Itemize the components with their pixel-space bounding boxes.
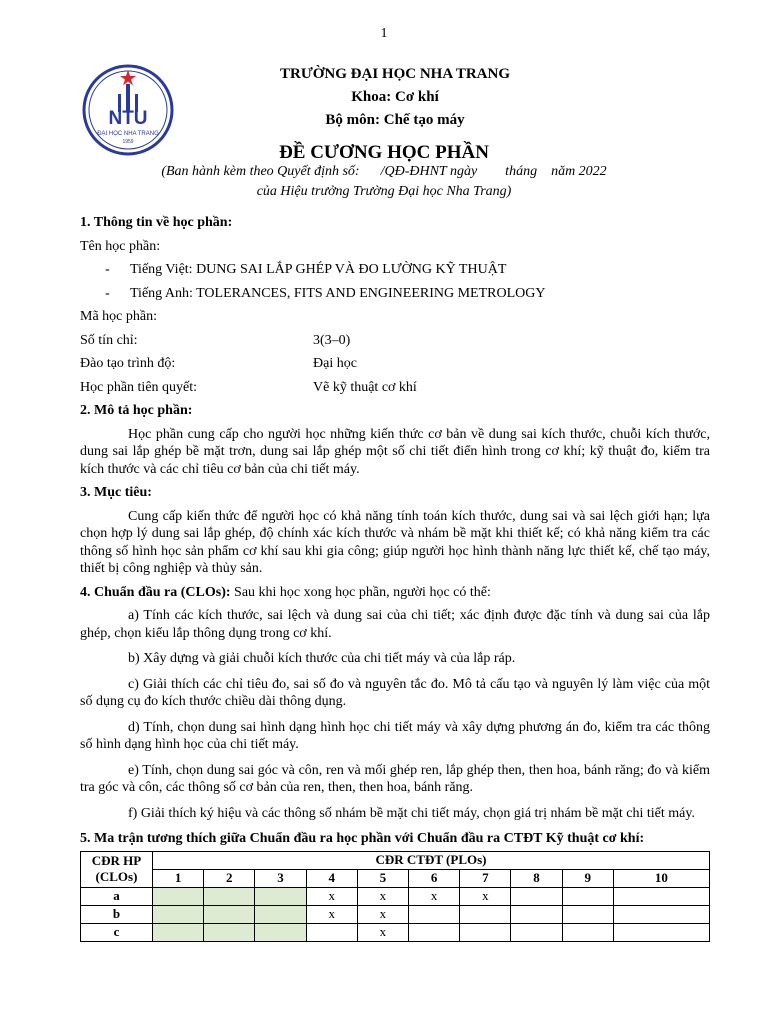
course-description: Học phần cung cấp cho người học những kiến thức cơ bản về dung sai kích thước, chuỗi kích thước, dung sai lắp ghép bề mặt trơn, dung sai lắp ghép một số chi tiết điển hình trong cơ khí; kỹ thuật đo, kiểm tra kích thước và các chỉ tiêu cơ bản của chi tiết máy. xyxy=(80,426,710,477)
course-name-vietnamese: - Tiếng Việt: DUNG SAI LẮP GHÉP VÀ ĐO LƯỜNG KỸ THUẬT xyxy=(105,262,507,277)
matrix-cell: x xyxy=(306,887,357,905)
matrix-cell xyxy=(204,887,255,905)
table-row xyxy=(81,905,710,923)
clo-plo-matrix xyxy=(80,851,710,942)
matrix-cell xyxy=(409,923,460,941)
section-3-heading: 3. Mục tiêu: xyxy=(80,485,152,500)
plo-column-header: 4 xyxy=(306,869,357,887)
matrix-cell: x xyxy=(306,905,357,923)
matrix-cell: x xyxy=(460,887,511,905)
subtitle-decision: (Ban hành kèm theo Quyết định số: /QĐ-ĐHNT ngày tháng năm 2022 xyxy=(161,164,607,179)
matrix-cell xyxy=(409,905,460,923)
matrix-cell xyxy=(511,905,562,923)
section-4-intro: Sau khi học xong học phần, người học có thể: xyxy=(234,584,491,600)
university-name: TRƯỜNG ĐẠI HỌC NHA TRANG xyxy=(279,66,511,82)
department-name: Bộ môn: Chế tạo máy xyxy=(325,112,465,128)
section-4-heading-row xyxy=(80,584,710,602)
matrix-cell xyxy=(255,923,306,941)
matrix-cell xyxy=(613,905,709,923)
course-name-english: - Tiếng Anh: TOLERANCES, FITS AND ENGINEERING METROLOGY xyxy=(105,285,546,301)
document-body xyxy=(80,214,710,942)
clo-item: d) Tính, chọn dung sai hình dạng hình học chi tiết máy và xây dựng phương án đo, kiểm tra các thông số hình dạng hình học của chi tiết máy. xyxy=(80,719,710,752)
clo-item: f) Giải thích ký hiệu và các thông số nhám bề mặt chi tiết máy, chọn giá trị nhám bề mặt chi tiết máy. xyxy=(128,805,695,821)
logo-text: NTU xyxy=(108,108,148,129)
plo-column-header: 10 xyxy=(613,869,709,887)
matrix-cell: x xyxy=(357,905,408,923)
row-label: c xyxy=(81,923,153,941)
clo-item: e) Tính, chọn dung sai góc và côn, ren và mối ghép ren, lắp ghép then, then hoa, bánh răng; đo và kiểm tra góc và côn, các thông số cơ bản của ren, then, then hoa, bánh răng. xyxy=(80,762,710,795)
matrix-cell xyxy=(562,887,613,905)
matrix-cell xyxy=(204,905,255,923)
matrix-cell xyxy=(153,923,204,941)
table-row xyxy=(81,923,710,941)
clo-column-header: CĐR HP (CLOs) xyxy=(81,851,153,887)
logo-year: 1959 xyxy=(122,139,134,145)
course-code-label: Mã học phần: xyxy=(80,309,157,324)
table-row xyxy=(81,887,710,905)
course-name-label: Tên học phần: xyxy=(80,238,161,254)
plo-column-header: 3 xyxy=(255,869,306,887)
matrix-cell xyxy=(562,923,613,941)
plo-column-header: 9 xyxy=(562,869,613,887)
plo-column-header: 1 xyxy=(153,869,204,887)
clo-item: c) Giải thích các chỉ tiêu đo, sai số đo và nguyên tắc đo. Mô tả cấu tạo và nguyên lý làm việc của một số dụng cụ đo kích thước chiều dài thông dụng. xyxy=(80,676,710,709)
prerequisite-row: Học phần tiên quyết: Vẽ kỹ thuật cơ khí xyxy=(80,379,417,395)
section-2-heading: 2. Mô tả học phần: xyxy=(80,403,193,418)
matrix-cell xyxy=(460,905,511,923)
matrix-cell xyxy=(511,887,562,905)
plo-column-header: 7 xyxy=(460,869,511,887)
row-label: a xyxy=(81,887,153,905)
plo-group-header: CĐR CTĐT (PLOs) xyxy=(153,851,710,869)
plo-column-header: 5 xyxy=(357,869,408,887)
course-objectives: Cung cấp kiến thức để người học có khả năng tính toán kích thước, dung sai và sai lệch giới hạn; lựa chọn hợp lý dung sai lắp ghép, độ chính xác kích thước và nhám bề mặt khi thiết kế; có khả năng kiểm tra các thông số hình học sản phẩm cơ khí sau khi gia công; giúp người học hình thành năng lực thiết kế, chế tạo máy, thiết bị công nghiệp và thủy sản. xyxy=(80,508,710,576)
level-row: Đào tạo trình độ: Đại học xyxy=(80,356,357,371)
faculty-name: Khoa: Cơ khí xyxy=(351,89,439,105)
matrix-cell xyxy=(306,923,357,941)
plo-header-row xyxy=(81,869,710,887)
document-title: ĐỀ CƯƠNG HỌC PHẦN xyxy=(279,142,489,163)
matrix-cell xyxy=(153,887,204,905)
plo-column-header: 2 xyxy=(204,869,255,887)
plo-column-header: 6 xyxy=(409,869,460,887)
plo-column-header: 8 xyxy=(511,869,562,887)
clo-item: b) Xây dựng và giải chuỗi kích thước của chi tiết máy và của lắp ráp. xyxy=(128,651,516,666)
matrix-cell xyxy=(255,887,306,905)
section-1-heading: 1. Thông tin về học phần: xyxy=(80,215,233,230)
subtitle-issuer: của Hiệu trưởng Trường Đại học Nha Trang) xyxy=(256,184,512,199)
matrix-cell xyxy=(613,887,709,905)
section-4-heading: 4. Chuẩn đầu ra (CLOs): xyxy=(80,584,231,600)
matrix-cell: x xyxy=(357,887,408,905)
matrix-cell xyxy=(613,923,709,941)
clo-item: a) Tính các kích thước, sai lệch và dung sai của chi tiết; xác định được đặc tính và dung sai của lắp ghép, chọn kiểu lắp thông dụng trong cơ khí. xyxy=(80,608,710,641)
matrix-cell: x xyxy=(409,887,460,905)
credits-row: Số tín chỉ: 3(3–0) xyxy=(80,332,351,348)
row-label: b xyxy=(81,905,153,923)
matrix-cell xyxy=(460,923,511,941)
matrix-cell xyxy=(511,923,562,941)
matrix-cell xyxy=(255,905,306,923)
matrix-cell xyxy=(153,905,204,923)
matrix-cell: x xyxy=(357,923,408,941)
matrix-cell xyxy=(562,905,613,923)
page-number: 1 xyxy=(380,26,388,41)
logo-caption: ĐẠI HỌC NHA TRANG xyxy=(97,131,159,137)
section-5-heading: 5. Ma trận tương thích giữa Chuẩn đầu ra học phần với Chuẩn đầu ra CTĐT Kỹ thuật cơ khí: xyxy=(80,831,645,846)
matrix-cell xyxy=(204,923,255,941)
